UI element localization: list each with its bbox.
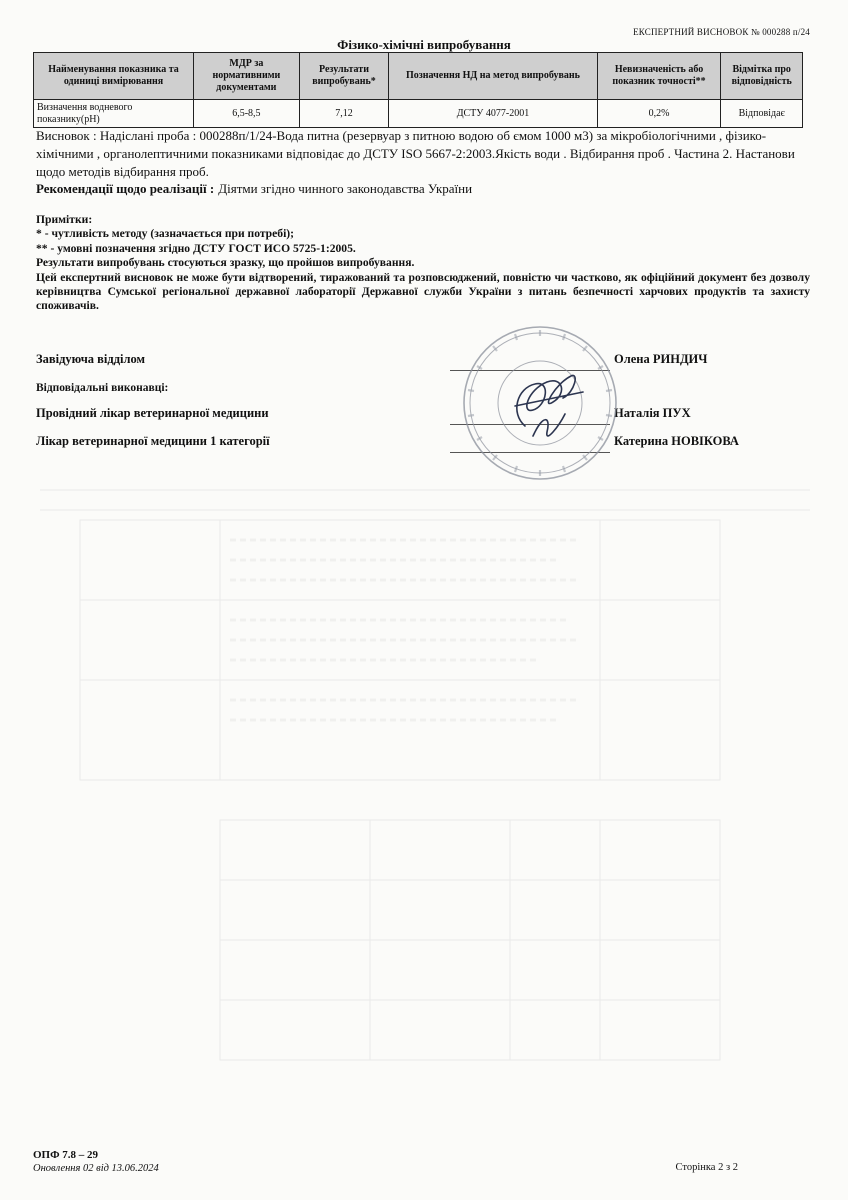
column-header: Невизначеність або показник точності** [597, 53, 721, 100]
notes-title: Примітки: [36, 213, 93, 226]
table-cell: ДСТУ 4077-2001 [389, 100, 597, 128]
table-cell: 6,5-8,5 [194, 100, 300, 128]
column-header: Найменування показника та одиниці вимірювання [34, 53, 194, 100]
column-header: Результати випробувань* [299, 53, 389, 100]
official-stamp [455, 318, 625, 488]
recommendation-text: Діятми згідно чинного законодавства України [218, 181, 473, 196]
vet2-name: Катерина НОВІКОВА [614, 434, 739, 448]
note-line: ** - умовні позначення згідно ДСТУ ГОСТ ИСО 5725-1:2005. [36, 241, 356, 255]
update-info: Оновлення 02 від 13.06.2024 [33, 1163, 159, 1174]
section-title: Фізико-хімічні випробування [337, 37, 511, 52]
column-header: Позначення НД на метод випробувань [389, 53, 597, 100]
vet1-name: Наталія ПУХ [614, 406, 691, 420]
results-table [33, 52, 803, 128]
table-header-row [34, 53, 803, 100]
page-number: Сторінка 2 з 2 [675, 1162, 738, 1173]
head-name: Олена РИНДИЧ [614, 352, 708, 366]
document-number: ЕКСПЕРТНИЙ ВИСНОВОК № 000288 п/24 [633, 27, 810, 37]
table-cell: Визначення водневого показнику(рН) [34, 100, 194, 128]
notes-block [36, 213, 810, 314]
form-code: ОПФ 7.8 – 29 [33, 1149, 99, 1161]
table-row [34, 100, 803, 128]
note-line: Результати випробувань стосуються зразку, що пройшов випробування. [36, 256, 415, 270]
head-title: Завідуюча відділом [36, 352, 146, 366]
note-disclaimer: Цей експертний висновок не може бути відтворений, тиражований та розповсюджений, повністю чи частково, як офіційний документ без дозволу керівництва Сумської регіональної державної лабораторії Державної служби України з питань безпечності харчових продуктів та захисту споживачів. [36, 270, 810, 313]
vet2-title: Лікар ветеринарної медицини 1 категорії [36, 434, 270, 448]
conclusion-text: Висновок : Надіслані проба : 000288п/1/24-Вода питна (резервуар з питною водою об ємом 1000 м3) за мікробіологічними , фізико- хімічними , органолептичними показниками відповідає до ДСТУ ISO 5667-2:2003.Якість води . Відбирання проб . Частина 2. Настанови щодо методів відбирання проб. [36, 128, 795, 179]
responsible-label: Відповідальні виконавці: [36, 382, 169, 394]
table-cell: 7,12 [299, 100, 389, 128]
recommendation [36, 181, 472, 197]
recommendation-label: Рекомендації щодо реалізації : [36, 181, 215, 196]
note-line: * - чутливість методу (зазначається при потребі); [36, 227, 295, 241]
bleed-through-texture [40, 480, 810, 1120]
table-cell: 0,2% [597, 100, 721, 128]
column-header: МДР за нормативними документами [194, 53, 300, 100]
vet1-title: Провідний лікар ветеринарної медицини [36, 406, 269, 420]
column-header: Відмітка про відповідність [721, 53, 803, 100]
table-cell: Відповідає [721, 100, 803, 128]
